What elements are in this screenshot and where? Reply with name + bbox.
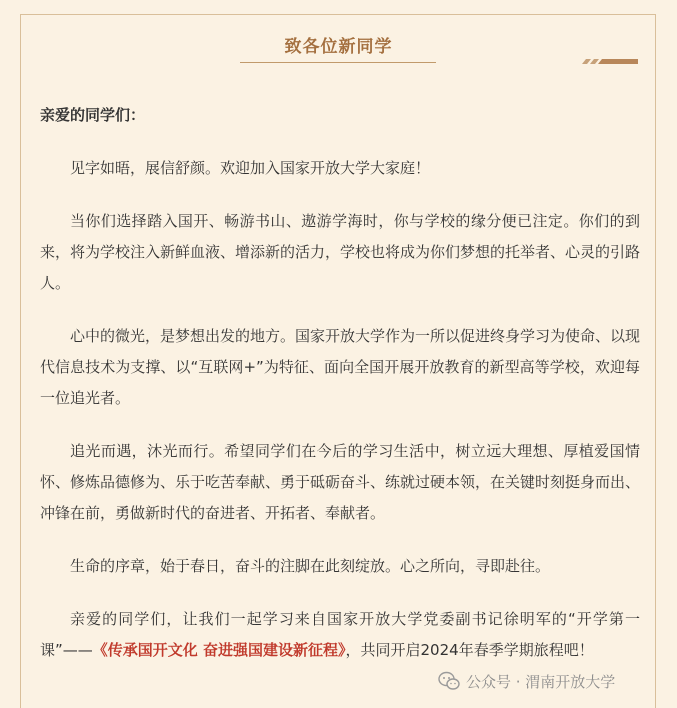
page-title: 致各位新同学 — [284, 37, 393, 57]
letter-body — [40, 100, 640, 688]
first-lesson-text-before: 亲爱的同学们，让我们一起学习来自国家开放大学党委副书记徐明军的“开学第一课”—— — [40, 610, 640, 659]
wechat-icon — [438, 671, 460, 691]
greeting: 亲爱的同学们： — [40, 106, 146, 124]
first-lesson-text-after: ，共同开启2024年春季学期旅程吧！ — [345, 641, 594, 659]
paragraph-fate: 当你们选择踏入国开、畅游书山、遨游学海时，你与学校的缘分便已注定。你们的到来，将为学校注入新鲜血液、增添新的活力，学校也将成为你们梦想的托举者、心灵的引路人。 — [40, 212, 641, 292]
first-lesson-title-link[interactable]: 《传承国开文化 奋进强国建设新征程》 — [92, 641, 346, 659]
paragraph-first-lesson — [40, 604, 640, 666]
paragraph-spring: 生命的序章，始于春日，奋斗的注脚在此刻绽放。心之所向，寻即赴往。 — [70, 557, 551, 575]
watermark-text: 公众号 · 渭南开放大学 — [466, 672, 616, 691]
paragraph-hope: 追光而遇，沐光而行。希望同学们在今后的学习生活中，树立远大理想、厚植爱国情怀、修炼品德修为、乐于吃苦奉献、勇于砥砺奋斗、练就过硬本领，在关键时刻挺身而出、冲锋在前，勇做新时代的奋进者、开拓者、奉献者。 — [40, 442, 641, 522]
paragraph-welcome: 见字如晤，展信舒颜。欢迎加入国家开放大学大家庭！ — [70, 159, 431, 177]
title-ornament-icon — [582, 59, 638, 64]
paragraph-dream: 心中的微光，是梦想出发的地方。国家开放大学作为一所以促进终身学习为使命、以现代信息技术为支撑、以“互联网+”为特征、面向全国开展开放教育的新型高等学校，欢迎每一位追光者。 — [40, 327, 641, 407]
title-underline — [240, 62, 436, 63]
watermark — [438, 667, 615, 695]
